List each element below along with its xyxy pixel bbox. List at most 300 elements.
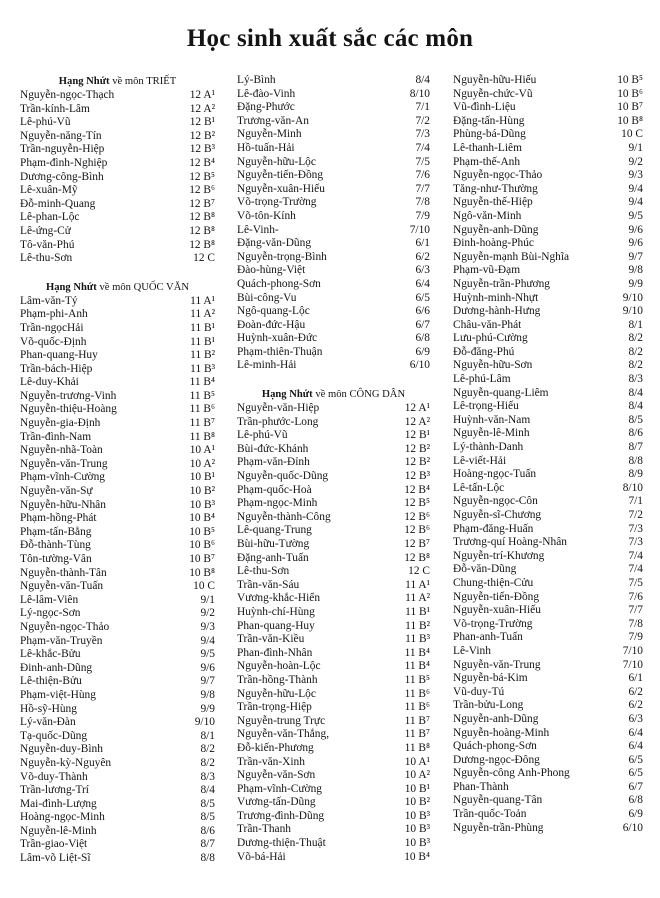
student-row [237, 837, 430, 851]
class-label: 8/5 [200, 797, 215, 810]
class-label: 10 A¹ [189, 444, 215, 457]
student-row [237, 633, 430, 647]
class-label: 9/9 [200, 702, 215, 715]
student-name: Nguyễn-trương-Vinh [20, 389, 117, 402]
class-label: 9/10 [622, 305, 643, 318]
student-name: Trương-quí Hoàng-Nhân [453, 536, 567, 549]
class-label: 10 B¹ [189, 471, 215, 484]
student-name: Nguyễn-hữu-Lộc [237, 687, 316, 700]
student-name: Nguyễn-văn-Trung [453, 658, 541, 671]
class-label: 12 B⁸ [189, 224, 215, 237]
class-label: 9/6 [200, 661, 215, 674]
student-name: Tăng-như-Thường [453, 182, 538, 195]
class-label: 6/5 [628, 753, 643, 766]
student-name: Huỳnh-xuân-Đức [237, 332, 318, 345]
class-label: 10 B³ [404, 823, 430, 836]
student-row [20, 716, 215, 730]
student-name: Phạm-vĩnh-Cường [237, 782, 322, 795]
class-label: 11 B¹ [405, 605, 430, 618]
student-row [20, 157, 215, 171]
student-name: Lâm-võ Liệt-Sĩ [20, 852, 91, 865]
student-name: Lê-viết-Hải [453, 454, 507, 467]
section-heading-cong-dan: Hạng Nhứt về môn CÔNG DÂN [261, 389, 406, 401]
student-row [20, 171, 215, 185]
list-cong-dan-continued [453, 74, 643, 835]
class-label: 9/4 [200, 634, 215, 647]
student-row [453, 441, 643, 455]
student-name: Bùi-đức-Khánh [237, 442, 309, 455]
student-name: Huỳnh-chí-Hùng [237, 605, 315, 618]
student-name: Dương-hành-Hưng [453, 305, 541, 318]
student-name: Trần-nguyễn-Hiệp [20, 143, 105, 156]
class-label: 9/5 [200, 648, 215, 661]
student-name: Nguyễn-anh-Dũng [453, 712, 539, 725]
student-name: Trần-lương-Trí [20, 784, 89, 797]
student-row [20, 471, 215, 485]
class-label: 12 B⁴ [189, 156, 215, 169]
class-label: 9/10 [194, 716, 215, 729]
class-label: 7/3 [628, 522, 643, 535]
class-label: 12 B³ [404, 470, 430, 483]
student-name: Lê-thu-Sơn [20, 252, 73, 265]
student-row [237, 359, 430, 373]
student-row [237, 416, 430, 430]
student-name: Phan-anh-Tuấn [453, 631, 523, 644]
list-triet [20, 89, 215, 266]
class-label: 11 A¹ [405, 578, 430, 591]
student-row [20, 648, 215, 662]
student-name: Trần-ngọcHải [20, 321, 84, 334]
class-label: 6/8 [628, 794, 643, 807]
class-label: 11 A¹ [190, 294, 215, 307]
class-label: 11 B⁷ [404, 714, 430, 727]
subject-name: TRIẾT [146, 76, 177, 87]
class-label: 6/7 [415, 318, 430, 331]
student-row [20, 621, 215, 635]
column-1 [20, 74, 215, 866]
class-label: 10 A² [404, 769, 430, 782]
student-name: Lê-Vinh [453, 644, 491, 657]
student-row [453, 319, 643, 333]
student-row [237, 101, 430, 115]
class-label: 6/2 [415, 250, 430, 263]
student-name: Bùi-công-Vu [237, 291, 297, 304]
student-row [20, 798, 215, 812]
student-row [453, 781, 643, 795]
class-label: 6/5 [415, 291, 430, 304]
student-row [453, 672, 643, 686]
student-row [20, 852, 215, 866]
student-name: Phạm-ngọc-Minh [237, 497, 318, 510]
student-row [237, 251, 430, 265]
class-label: 8/2 [628, 332, 643, 345]
student-row [20, 594, 215, 608]
student-name: Phan-quang-Huy [237, 619, 315, 632]
class-label: 9/8 [628, 264, 643, 277]
class-label: 12 B⁴ [404, 483, 430, 496]
student-row [20, 103, 215, 117]
class-label: 8/2 [628, 345, 643, 358]
student-name: Nguyễn-ngọc-Côn [453, 495, 538, 508]
student-name: Võ-quốc-Định [20, 335, 87, 348]
class-label: 10 B¹ [404, 782, 430, 795]
class-label: 12 B⁸ [404, 551, 430, 564]
student-name: Dương-ngọc-Đông [453, 753, 540, 766]
class-label: 9/2 [200, 607, 215, 620]
student-row [20, 308, 215, 322]
class-label: 8/6 [628, 427, 643, 440]
student-row [453, 767, 643, 781]
student-name: Nguyễn-chức-Vũ [453, 87, 533, 100]
class-label: 7/10 [409, 223, 430, 236]
class-label: 10 B⁷ [617, 101, 643, 114]
section-heading-quoc-van: Hạng Nhứt về môn QUỐC VĂN [45, 281, 190, 293]
student-name: Tạ-quốc-Dũng [20, 729, 88, 742]
class-label: 10 B⁴ [404, 850, 430, 863]
student-row [20, 376, 215, 390]
class-label: 10 B⁴ [189, 512, 215, 525]
student-row [20, 757, 215, 771]
student-name: Nguyễn-anh-Dũng [453, 223, 539, 236]
student-row [237, 169, 430, 183]
student-name: Nguyễn-văn-Sơn [237, 769, 316, 782]
student-row [20, 635, 215, 649]
class-label: 9/5 [628, 209, 643, 222]
student-row [20, 295, 215, 309]
student-name: Võ-duy-Thành [20, 770, 88, 783]
student-name: Bùi-hữu-Tường [237, 538, 310, 550]
student-name: Lê-đào-Vinh [237, 87, 296, 100]
rank-label: Hạng Nhứt [261, 389, 313, 401]
student-row [20, 567, 215, 581]
rank-label: Hạng Nhứt [45, 281, 97, 293]
student-row [237, 128, 430, 142]
student-row [20, 784, 215, 798]
student-name: Lê-thanh-Liêm [453, 141, 522, 154]
student-name: Vũ-duy-Tú [453, 685, 505, 698]
student-name: Trần-Thanh [237, 823, 291, 836]
class-label: 11 B¹ [190, 335, 215, 348]
student-name: Lâm-văn-Tý [20, 294, 78, 307]
student-name: Nguyễn-Minh [237, 128, 302, 141]
student-name: Nguyễn-văn-Hiệp [237, 402, 320, 415]
student-row [237, 74, 430, 88]
student-name: Trần-văn-Kiều [237, 633, 305, 646]
student-row [453, 563, 643, 577]
list-quoc-van-continued [237, 74, 430, 373]
student-name: Trần-quốc-Toản [453, 808, 527, 821]
student-row [20, 390, 215, 404]
class-label: 10 B⁶ [189, 539, 215, 552]
student-name: Nguyễn-mạnh Bùi-Nghĩa [453, 250, 570, 263]
student-name: Võ-tôn-Kính [237, 209, 296, 222]
class-label: 8/2 [628, 359, 643, 372]
student-row [20, 198, 215, 212]
student-name: Lý-Bình [237, 74, 276, 86]
student-name: Lý-thành-Danh [453, 441, 524, 454]
class-label: 12 C [193, 252, 215, 265]
student-row [237, 278, 430, 292]
student-row [453, 618, 643, 632]
column-3 [453, 74, 643, 835]
student-row [237, 305, 430, 319]
class-label: 7/8 [415, 196, 430, 209]
class-label: 12 B² [404, 442, 430, 455]
class-label: 8/1 [628, 318, 643, 331]
class-label: 10 B⁵ [617, 74, 643, 86]
student-name: Phạm-vũ-Đạm [453, 264, 521, 277]
student-row [453, 523, 643, 537]
student-row [237, 196, 430, 210]
class-label: 11 B⁶ [404, 701, 430, 714]
student-name: Nguyễn-thiệu-Hoàng [20, 403, 117, 416]
student-name: Hoàng-ngọc-Tuấn [453, 468, 537, 481]
class-label: 9/1 [628, 141, 643, 154]
student-row [453, 414, 643, 428]
student-row [237, 756, 430, 770]
student-name: Đỗ-kiến-Phương [237, 741, 314, 754]
list-cong-dan [237, 402, 430, 864]
student-name: Đinh-anh-Dũng [20, 661, 93, 674]
class-label: 6/3 [628, 712, 643, 725]
student-name: Nguyễn-hữu-Nhân [20, 498, 106, 511]
class-label: 9/10 [622, 291, 643, 304]
class-label: 10 B³ [189, 498, 215, 511]
student-name: Châu-văn-Phát [453, 318, 522, 331]
student-row [453, 237, 643, 251]
student-name: Ngô-văn-Minh [453, 209, 522, 222]
student-name: Tô-văn-Phú [20, 238, 75, 251]
student-row [453, 183, 643, 197]
student-name: Trần-văn-Sáu [237, 578, 300, 591]
student-row [453, 278, 643, 292]
student-name: Lê-ứng-Cử [20, 224, 71, 237]
class-label: 6/10 [409, 359, 430, 372]
class-label: 7/10 [622, 658, 643, 671]
student-row [20, 512, 215, 526]
student-row [237, 660, 430, 674]
student-row [237, 538, 430, 552]
class-label: 9/7 [628, 250, 643, 263]
student-name: Mai-đình-Lượng [20, 797, 97, 810]
student-row [453, 822, 643, 836]
student-row [237, 552, 430, 566]
student-row [20, 607, 215, 621]
class-label: 12 B⁵ [189, 170, 215, 183]
student-row [453, 591, 643, 605]
class-label: 10 B⁸ [617, 114, 643, 127]
student-name: Trần-đình-Nam [20, 430, 92, 443]
student-row [453, 427, 643, 441]
student-name: Đặng-Phước [237, 101, 295, 114]
class-label: 11 B⁷ [404, 728, 430, 741]
student-row [453, 794, 643, 808]
class-label: 11 B⁷ [189, 417, 215, 430]
class-label: 12 B⁵ [404, 497, 430, 510]
student-name: Nguyễn-gia-Định [20, 417, 101, 430]
student-name: Phạm-đình-Nghiệp [20, 156, 108, 169]
student-name: Lê-phú-Vũ [237, 429, 288, 442]
class-label: 8/4 [628, 400, 643, 413]
student-name: Đỗ-thành-Tùng [20, 539, 91, 552]
class-label: 8/7 [628, 441, 643, 454]
student-row [453, 455, 643, 469]
class-label: 6/10 [622, 821, 643, 834]
student-name: Đinh-hoàng-Phúc [453, 237, 534, 250]
class-label: 12 A¹ [404, 402, 430, 415]
class-label: 9/6 [628, 223, 643, 236]
student-name: Huỳnh-minh-Nhựt [453, 291, 539, 304]
class-label: 8/5 [628, 413, 643, 426]
student-row [453, 645, 643, 659]
class-label: 11 B³ [190, 362, 215, 375]
student-name: Phạm-việt-Hùng [20, 688, 96, 701]
class-label: 8/5 [200, 811, 215, 824]
student-row [237, 620, 430, 634]
student-name: Trần-trọng-Hiệp [237, 701, 312, 714]
class-label: 8/2 [200, 756, 215, 769]
student-row [453, 115, 643, 129]
student-name: Lê-phú-Lâm [453, 373, 511, 386]
student-name: Nguyễn-nhã-Toàn [20, 444, 103, 457]
class-label: 10 B² [404, 796, 430, 809]
student-name: Lý-văn-Đàn [20, 716, 76, 729]
student-row [237, 688, 430, 702]
class-label: 11 B² [405, 619, 430, 632]
student-name: Lê-quang-Trung [237, 524, 312, 537]
class-label: 6/2 [628, 685, 643, 698]
student-name: Phạm-tấn-Bằng [20, 525, 92, 538]
student-row [453, 251, 643, 265]
class-label: 12 A² [189, 102, 215, 115]
class-label: 7/9 [415, 209, 430, 222]
student-name: Nguyễn-trần-Phương [453, 277, 550, 290]
student-name: Lê-minh-Hải [237, 359, 297, 372]
student-name: Phùng-bá-Dũng [453, 128, 526, 141]
student-name: Lê-phú-Vũ [20, 116, 71, 129]
student-row [20, 363, 215, 377]
student-row [453, 482, 643, 496]
class-label: 7/8 [628, 617, 643, 630]
student-row [453, 373, 643, 387]
student-row [453, 631, 643, 645]
student-name: Trần-giao-Việt [20, 838, 88, 851]
student-name: Tôn-tường-Vân [20, 553, 92, 565]
student-row [237, 429, 430, 443]
student-row [20, 336, 215, 350]
student-name: Phạm-quốc-Hoà [237, 483, 312, 496]
student-row [453, 224, 643, 238]
class-label: 7/4 [415, 141, 430, 154]
student-row [453, 604, 643, 618]
class-label: 11 B² [190, 349, 215, 362]
student-row [237, 443, 430, 457]
class-label: 8/9 [628, 468, 643, 481]
student-name: Nguyễn-tiến-Đồng [453, 590, 540, 603]
class-label: 10 B⁸ [189, 566, 215, 579]
student-name: Ngô-quang-Lộc [237, 305, 310, 318]
student-row [453, 699, 643, 713]
class-label: 8/7 [200, 838, 215, 851]
student-row [453, 550, 643, 564]
class-label: 11 B¹ [190, 321, 215, 334]
student-name: Nguyễn-xuân-Hiếu [453, 604, 541, 617]
class-label: 9/2 [628, 155, 643, 168]
class-label: 8/1 [200, 729, 215, 742]
student-row [453, 468, 643, 482]
class-label: 12 B² [404, 456, 430, 469]
student-row [237, 456, 430, 470]
student-name: Phạm-hồng-Phát [20, 512, 97, 525]
student-row [237, 332, 430, 346]
class-label: 8/8 [200, 852, 215, 865]
student-name: Đỗ-đăng-Phú [453, 345, 515, 358]
class-label: 10 A¹ [404, 755, 430, 768]
student-row [237, 796, 430, 810]
student-name: Chung-thiện-Cửu [453, 576, 534, 589]
student-name: Nguyễn-duy-Bình [20, 743, 103, 756]
student-row [237, 647, 430, 661]
class-label: 7/6 [628, 590, 643, 603]
class-label: 7/5 [628, 576, 643, 589]
student-name: Phạm-văn-Truyền [20, 634, 103, 647]
class-label: 10 B⁵ [189, 525, 215, 538]
student-row [453, 346, 643, 360]
student-row [453, 88, 643, 102]
class-label: 12 A² [404, 415, 430, 428]
class-label: 6/3 [415, 264, 430, 277]
class-label: 7/4 [628, 563, 643, 576]
student-row [20, 184, 215, 198]
class-label: 11 B⁴ [404, 660, 430, 673]
class-label: 12 A¹ [189, 89, 215, 101]
student-name: Nguyễn-sĩ-Chương [453, 509, 542, 521]
class-label: 6/4 [415, 277, 430, 290]
student-name: Võ-bá-Hải [237, 850, 286, 863]
student-row [237, 142, 430, 156]
subject-name: CÔNG DÂN [349, 389, 406, 401]
student-row [20, 130, 215, 144]
student-name: Phạm-vĩnh-Cường [20, 471, 105, 484]
class-label: 10 C [621, 128, 643, 141]
class-label: 12 B⁷ [189, 197, 215, 210]
student-name: Nguyễn-thành-Công [237, 510, 331, 523]
class-label: 7/5 [415, 155, 430, 168]
class-label: 7/7 [628, 604, 643, 617]
student-row [453, 292, 643, 306]
column-2 [237, 74, 430, 864]
student-row [453, 74, 643, 88]
class-label: 8/4 [415, 74, 430, 86]
student-name: Lê-duy-Khải [20, 376, 79, 389]
student-name: Nguyễn-lê-Minh [453, 427, 530, 440]
student-row [20, 526, 215, 540]
student-row [237, 524, 430, 538]
student-name: Nguyễn-ngọc-Thảo [453, 169, 543, 182]
student-name: Phạm-đăng-Huấn [453, 522, 534, 535]
student-row [237, 292, 430, 306]
student-name: Dương-thiện-Thuật [237, 837, 326, 850]
student-name: Phan-quang-Huy [20, 349, 98, 362]
class-label: 7/3 [415, 128, 430, 141]
student-row [20, 239, 215, 253]
student-name: Lê-thiện-Bửu [20, 675, 82, 688]
class-label: 6/1 [628, 672, 643, 685]
student-row [453, 156, 643, 170]
class-label: 6/7 [628, 780, 643, 793]
student-row [237, 701, 430, 715]
student-row [20, 553, 215, 567]
